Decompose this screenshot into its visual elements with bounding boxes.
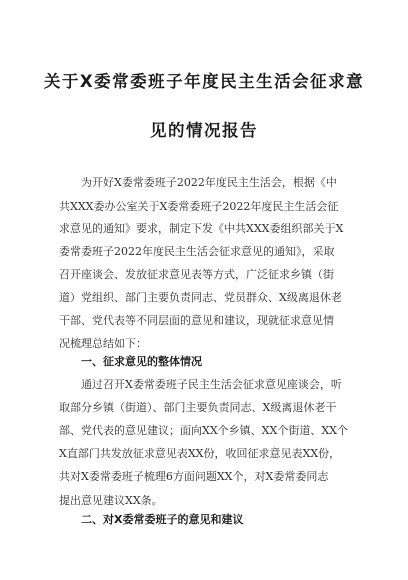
section-heading-2: 二、对X委常委班子的意见和建议 [81, 513, 244, 526]
document-title-line-1: 关于X委常委班子年度民主生活会征求意 [43, 72, 365, 91]
paragraph-1-line-8: 况梳理总结如下： [59, 337, 147, 350]
paragraph-1-line-7: 干部、党代表等不同层面的意见和建议，现就征求意见情 [59, 314, 334, 327]
paragraph-2-line-1: 通过召开X委常委班子民主生活会征求意见座谈会，听 [81, 378, 342, 391]
paragraph-2-line-3: 部、党代表的意见建议；面向XX个乡镇、XX个街道、XX个 [59, 424, 348, 437]
paragraph-2-line-2: 取部分乡镇（街道）、部门主要负责同志、X级离退休老干 [59, 401, 337, 414]
paragraph-1-line-1: 为开好X委常委班子2022年度民主生活会，根据《中 [81, 176, 337, 189]
section-heading-1: 一、征求意见的整体情况 [81, 355, 202, 368]
paragraph-1-line-4: 委常委班子2022年度民主生活会征求意见的通知》，采取 [59, 245, 335, 258]
paragraph-1-line-5: 召开座谈会、发放征求意见表等方式，广泛征求乡镇（街 [59, 268, 334, 281]
paragraph-1-line-3: 求意见的通知》要求，制定下发《中共XXX委组织部关于X [59, 222, 344, 235]
paragraph-2-line-5: 共对X委常委班子梳理6方面问题XX个，对X委常委同志 [59, 470, 329, 483]
paragraph-2-line-6: 提出意见建议XX条。 [59, 494, 163, 507]
paragraph-1-line-6: 道）党组织、部门主要负责同志、党员群众、X级离退休老 [59, 291, 342, 304]
paragraph-2-line-4: X直部门共发放征求意见表XX份，收回征求意见表XX份， [59, 447, 341, 460]
document-title-line-2: 见的情况报告 [150, 121, 258, 140]
paragraph-1-line-2: 共XXX委办公室关于X委常委班子2022年度民主生活会征 [59, 200, 339, 213]
